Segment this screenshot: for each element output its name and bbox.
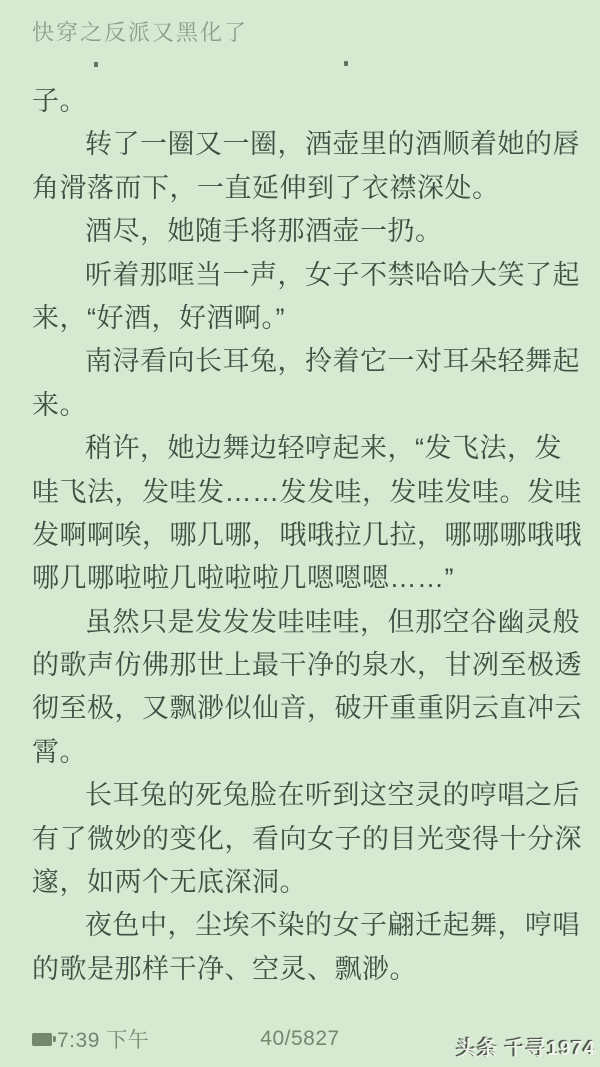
- text-line: 来。: [32, 389, 87, 420]
- text-line: 角滑落而下，一直延伸到了衣襟深处。: [32, 172, 500, 203]
- text-line: 的歌是那样干净、空灵、飘渺。: [32, 953, 417, 984]
- text-line: 有了微妙的变化，看向女子的目光变得十分深: [32, 823, 582, 854]
- text-line: 哪几哪啦啦几啦啦啦几嗯嗯嗯……”: [32, 563, 454, 594]
- text-line: 夜色中，尘埃不染的女子翩迁起舞，哼唱: [85, 910, 580, 941]
- text-line: 听着那哐当一声，女子不禁哈哈大笑了起: [85, 259, 580, 290]
- text-line: 酒尽，她随手将那酒壶一扔。: [85, 216, 443, 247]
- text-line: 霄。: [32, 736, 87, 767]
- text-line: 哇飞法，发哇发……发发哇，发哇发哇。发哇: [32, 476, 582, 507]
- artifact-dot: [94, 62, 98, 67]
- text-line: 转了一圈又一圈，酒壶里的酒顺着她的唇: [85, 129, 580, 160]
- text-line: 来，“好酒，好酒啊。”: [32, 302, 285, 333]
- book-title: 快穿之反派又黑化了: [32, 20, 249, 45]
- text-line: 长耳兔的死兔脸在听到这空灵的哼唱之后: [85, 780, 580, 811]
- text-line: 的歌声仿佛那世上最干净的泉水，甘冽至极透: [32, 650, 582, 681]
- artifact-dot: [344, 61, 348, 66]
- text-line: 虽然只是发发发哇哇哇，但那空谷幽灵般: [85, 606, 580, 637]
- watermark: 头条 千寻1974: [456, 1038, 596, 1060]
- clock-time: 7:39 下午: [57, 1029, 150, 1052]
- text-line: 南浔看向长耳兔，拎着它一对耳朵轻舞起: [85, 346, 580, 377]
- reader-content[interactable]: [0, 80, 600, 991]
- text-line: 发啊啊唉，哪几哪，哦哦拉几拉，哪哪哪哦哦: [32, 519, 582, 550]
- text-line: 子。: [32, 86, 87, 116]
- text-line: 彻至极，又飘渺似仙音，破开重重阴云直冲云: [32, 693, 582, 724]
- text-line: 稍许，她边舞边轻哼起来，“发飞法，发: [85, 433, 562, 464]
- page-indicator: 40/5827: [260, 1027, 340, 1050]
- text-line: 邃，如两个无底深洞。: [32, 867, 307, 898]
